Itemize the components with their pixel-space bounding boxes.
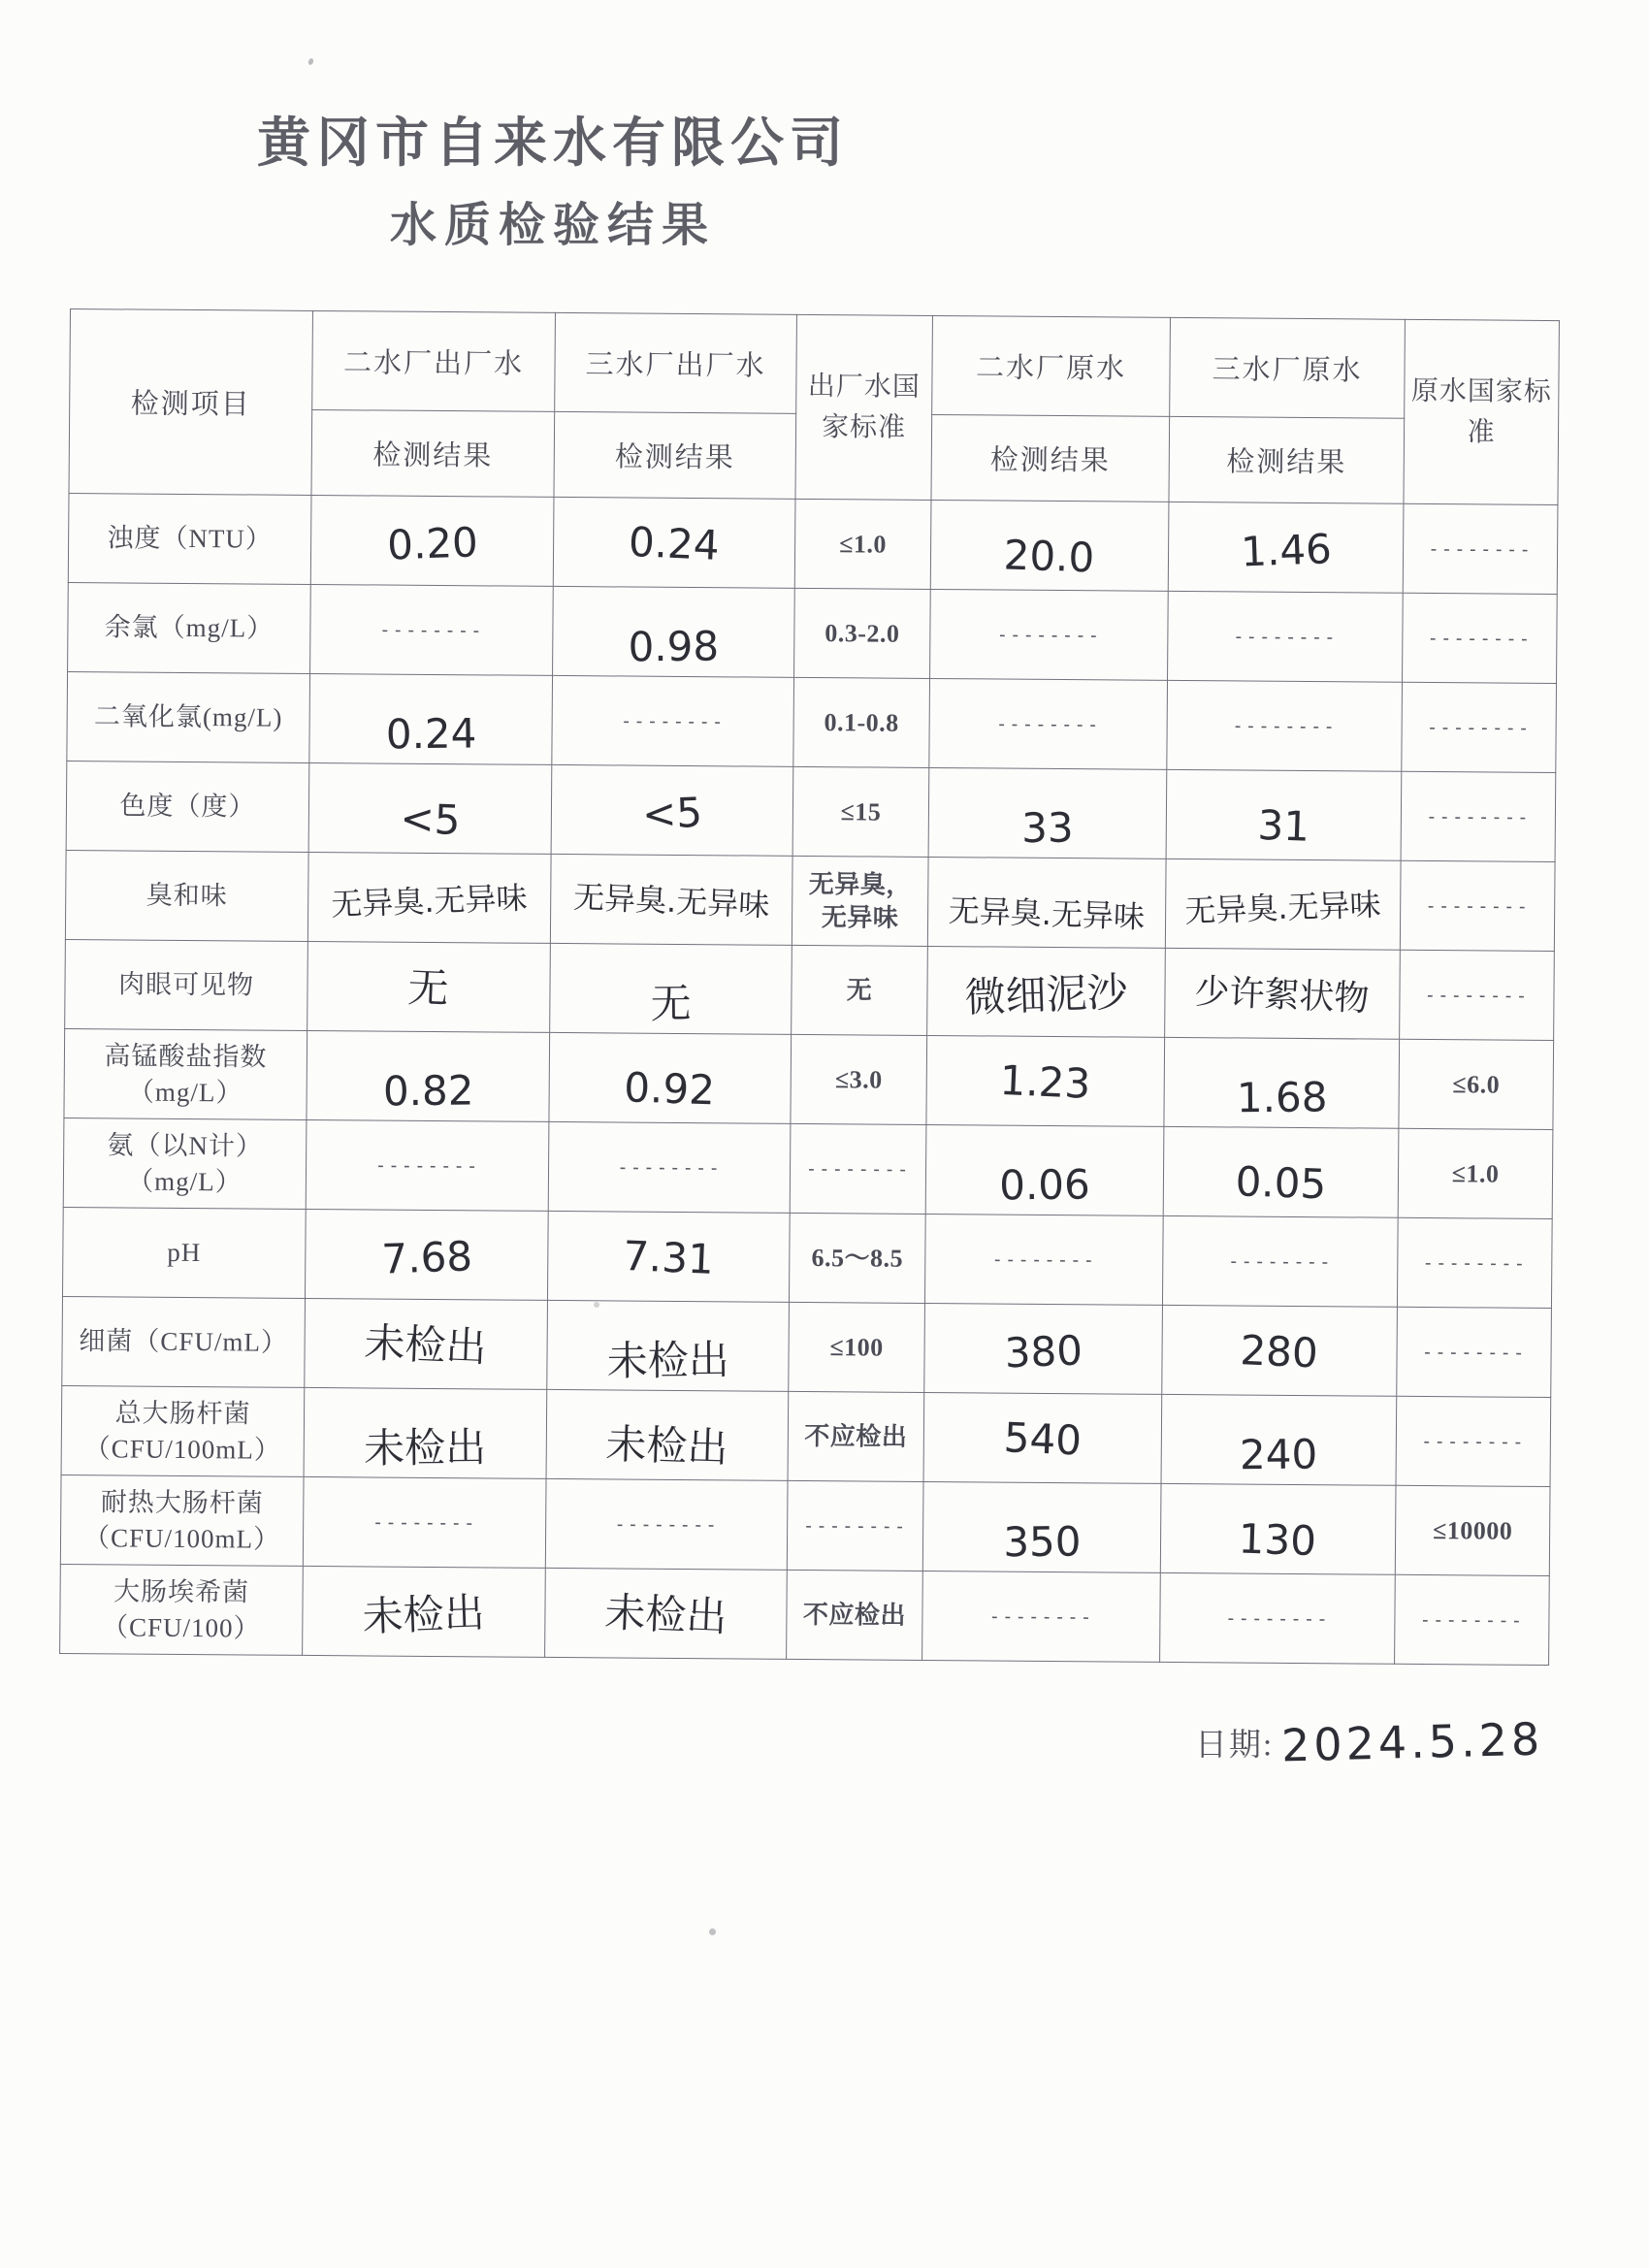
not-applicable-dashes: -------- [1395, 1575, 1550, 1666]
handwritten-value [308, 763, 552, 855]
row-label: 色度（度） [66, 761, 309, 853]
handwritten-text: 20.0 [1003, 532, 1096, 583]
handwritten-value [922, 1482, 1161, 1573]
table-row [66, 761, 1556, 862]
standard-value: ≤1.0 [1398, 1129, 1553, 1219]
handwritten-text: 0.20 [386, 518, 479, 570]
handwritten-value [1166, 770, 1402, 861]
handwritten-value [1168, 502, 1404, 594]
table-row [65, 851, 1555, 952]
handwritten-text: 280 [1239, 1326, 1320, 1378]
handwritten-text: 无异臭.无异味 [948, 891, 1146, 936]
not-applicable-dashes: -------- [790, 1124, 926, 1215]
table-row [67, 672, 1557, 773]
date-line [1195, 1712, 1544, 1772]
handwritten-value [928, 768, 1167, 859]
not-applicable-dashes: -------- [552, 676, 794, 767]
handwritten-value [1161, 1395, 1397, 1486]
standard-value: 0.1-0.8 [793, 678, 930, 768]
handwritten-value [303, 1567, 546, 1658]
handwritten-value [546, 1390, 789, 1481]
handwritten-text: 0.92 [623, 1064, 716, 1116]
handwritten-value [307, 853, 551, 944]
handwritten-value [1162, 1306, 1398, 1397]
standard-value: 不应检出 [788, 1392, 924, 1482]
table-row [68, 583, 1558, 684]
row-label: 大肠埃希菌 （CFU/100） [60, 1565, 304, 1656]
standard-value: ≤100 [789, 1303, 925, 1393]
standard-value: 无 [792, 946, 928, 1036]
col-header-plant3-raw: 三水厂原水 [1170, 318, 1406, 419]
handwritten-text: 未检出 [364, 1318, 489, 1373]
handwritten-value [930, 501, 1169, 592]
col-header-out-standard: 出厂水国家标准 [795, 315, 932, 501]
handwritten-value [305, 1299, 548, 1390]
not-applicable-dashes: -------- [548, 1122, 791, 1214]
not-applicable-dashes: -------- [929, 679, 1168, 770]
not-applicable-dashes: -------- [1401, 772, 1556, 862]
handwritten-value [925, 1125, 1164, 1216]
not-applicable-dashes: -------- [1397, 1308, 1552, 1398]
handwritten-value [553, 498, 795, 589]
handwritten-value [547, 1301, 790, 1392]
header-row-top [70, 309, 1560, 420]
handwritten-text: 130 [1238, 1515, 1318, 1566]
handwritten-value [550, 944, 792, 1035]
col-header-plant3-out: 三水厂出厂水 [555, 313, 797, 414]
handwritten-value [545, 1569, 788, 1660]
handwritten-text: 0.24 [628, 518, 721, 570]
row-label: 耐热大肠杆菌 （CFU/100mL） [60, 1475, 304, 1567]
handwritten-text: 少许絮状物 [1194, 971, 1371, 1020]
handwritten-text: 0.24 [385, 710, 477, 760]
table-row [63, 1118, 1553, 1219]
handwritten-text: 350 [1002, 1518, 1082, 1567]
subheader-result-plant2-raw: 检测结果 [931, 415, 1170, 502]
company-name: 黄冈市自来水有限公司 [256, 113, 849, 173]
handwritten-value [1165, 949, 1401, 1040]
handwritten-text: 无异臭.无异味 [1184, 886, 1382, 930]
not-applicable-dashes: -------- [1397, 1218, 1552, 1309]
not-applicable-dashes: -------- [1402, 683, 1557, 773]
row-label: 肉眼可见物 [65, 940, 308, 1031]
handwritten-value [927, 858, 1166, 949]
handwritten-value [551, 765, 793, 857]
table-row [62, 1297, 1552, 1398]
table-row [60, 1475, 1550, 1576]
not-applicable-dashes: -------- [1403, 594, 1558, 684]
handwritten-value [1164, 1038, 1400, 1129]
handwritten-value [927, 947, 1166, 1038]
col-header-plant2-out: 二水厂出厂水 [312, 311, 556, 412]
handwritten-value [305, 1210, 548, 1301]
handwritten-value [1165, 859, 1401, 951]
standard-value: 6.5～8.5 [789, 1214, 925, 1304]
row-label: 臭和味 [65, 851, 308, 942]
document-title [19, 0, 1086, 254]
not-applicable-dashes: -------- [1403, 504, 1558, 595]
standard-value: ≤3.0 [791, 1035, 927, 1125]
handwritten-value [924, 1304, 1163, 1395]
not-applicable-dashes: -------- [306, 1120, 549, 1212]
handwritten-value [549, 1033, 792, 1124]
col-header-item: 检测项目 [69, 309, 312, 496]
not-applicable-dashes: -------- [787, 1481, 923, 1571]
not-applicable-dashes: -------- [922, 1571, 1161, 1663]
standard-value: 0.3-2.0 [794, 589, 931, 679]
report-title: 水质检验结果 [389, 200, 716, 252]
standard-value: ≤1.0 [794, 500, 931, 590]
handwritten-text: 540 [1002, 1413, 1083, 1466]
row-label: 细菌（CFU/mL） [62, 1297, 306, 1388]
handwritten-text: 未检出 [606, 1336, 730, 1386]
handwritten-text: 0.82 [382, 1067, 474, 1117]
handwritten-text: 无异臭.无异味 [331, 879, 529, 923]
table-row [65, 940, 1555, 1041]
handwritten-text: 240 [1240, 1431, 1318, 1479]
standard-value: ≤6.0 [1399, 1040, 1554, 1130]
table-row [61, 1386, 1551, 1487]
handwritten-value [309, 674, 553, 765]
table-row [60, 1565, 1550, 1666]
standard-value: ≤10000 [1395, 1486, 1550, 1576]
not-applicable-dashes: -------- [1400, 951, 1555, 1041]
not-applicable-dashes: -------- [930, 590, 1169, 681]
handwritten-text: 微细泥沙 [963, 968, 1129, 1022]
handwritten-value [550, 855, 792, 946]
handwritten-text: 7.31 [622, 1232, 716, 1284]
standard-value: 不应检出 [787, 1571, 923, 1661]
row-label: 浊度（NTU） [68, 494, 311, 585]
handwritten-value [307, 942, 551, 1033]
handwritten-text: 31 [1256, 801, 1310, 852]
col-header-plant2-raw: 二水厂原水 [932, 316, 1171, 417]
row-label: 高锰酸盐指数 （mg/L） [64, 1029, 307, 1120]
standard-value: 无异臭，无异味 [792, 857, 928, 947]
not-applicable-dashes: -------- [1400, 861, 1555, 952]
not-applicable-dashes: -------- [1162, 1216, 1398, 1308]
date-label: 日期: [1195, 1728, 1275, 1764]
handwritten-text: 无 [650, 980, 692, 1028]
row-label: 氨（以N计） （mg/L） [63, 1118, 307, 1210]
subheader-result-plant3-out: 检测结果 [554, 412, 796, 500]
handwritten-value [304, 1388, 547, 1479]
not-applicable-dashes: -------- [1167, 681, 1403, 772]
results-table-wrapper [59, 308, 1649, 1667]
row-label: 二氧化氯(mg/L) [67, 672, 310, 763]
subheader-result-plant3-raw: 检测结果 [1169, 417, 1405, 504]
handwritten-text: <5 [399, 794, 461, 845]
table-row [63, 1208, 1553, 1309]
not-applicable-dashes: -------- [303, 1477, 546, 1569]
not-applicable-dashes: -------- [545, 1479, 788, 1571]
handwritten-text: 0.98 [628, 623, 720, 672]
handwritten-text: 0.05 [1234, 1157, 1327, 1210]
handwritten-text: 1.23 [998, 1056, 1092, 1109]
table-body [60, 494, 1558, 1666]
standard-value: ≤15 [792, 767, 929, 858]
subheader-result-plant2-out: 检测结果 [311, 410, 555, 498]
handwritten-text: 未检出 [603, 1588, 728, 1642]
handwritten-value [553, 587, 795, 678]
not-applicable-dashes: -------- [1168, 592, 1404, 683]
not-applicable-dashes: -------- [924, 1215, 1163, 1306]
col-header-raw-standard: 原水国家标准 [1404, 320, 1559, 505]
handwritten-value [926, 1036, 1165, 1127]
row-label: 余氯（mg/L） [68, 583, 311, 674]
not-applicable-dashes: -------- [1396, 1397, 1551, 1487]
handwritten-value [923, 1393, 1162, 1484]
not-applicable-dashes: -------- [1160, 1573, 1396, 1665]
handwritten-text: 33 [1021, 804, 1075, 853]
handwritten-text: 1.46 [1240, 525, 1333, 577]
handwritten-text: 无 [406, 963, 450, 1014]
table-row [68, 494, 1558, 595]
table-row [64, 1029, 1554, 1130]
water-quality-table [59, 308, 1560, 1666]
row-label: pH [63, 1208, 307, 1299]
handwritten-value [307, 1031, 550, 1122]
scan-speck [709, 1928, 716, 1935]
handwritten-text: 1.68 [1236, 1074, 1328, 1122]
handwritten-text: 未检出 [604, 1420, 729, 1473]
handwritten-text: 未检出 [362, 1589, 486, 1641]
handwritten-text: 未检出 [364, 1424, 487, 1474]
handwritten-text: 7.68 [380, 1232, 473, 1284]
handwritten-value [1160, 1484, 1396, 1575]
not-applicable-dashes: -------- [310, 585, 554, 676]
handwritten-value [310, 496, 554, 587]
row-label: 总大肠杆菌 （CFU/100mL） [61, 1386, 305, 1477]
handwritten-text: 380 [1003, 1327, 1083, 1378]
handwritten-value [547, 1212, 790, 1303]
handwritten-date: 2024.5.28 [1280, 1712, 1544, 1772]
handwritten-text: 无异臭.无异味 [572, 878, 770, 924]
handwritten-text: <5 [641, 789, 703, 839]
handwritten-value [1163, 1127, 1399, 1218]
handwritten-text: 0.06 [999, 1161, 1091, 1211]
